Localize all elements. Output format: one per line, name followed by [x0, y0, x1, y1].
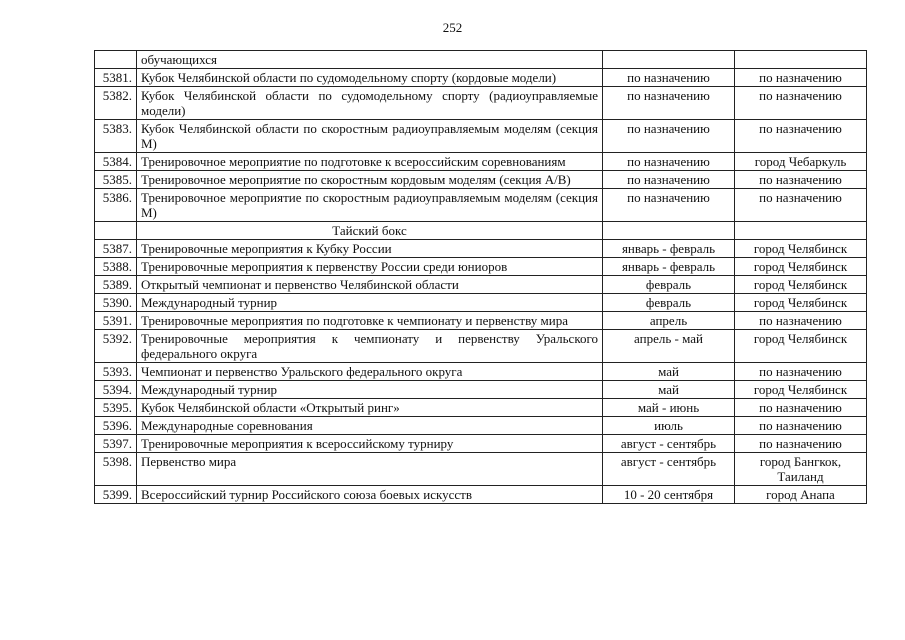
table-row — [95, 435, 867, 453]
row-number: 5398. — [95, 453, 137, 486]
row-number: 5393. — [95, 363, 137, 381]
event-name: Открытый чемпионат и первенство Челябинской области — [137, 276, 603, 294]
event-date: май — [603, 381, 735, 399]
event-name: Всероссийский турнир Российского союза боевых искусств — [137, 486, 603, 504]
event-name: Тренировочное мероприятие по скоростным кордовым моделям (секция А/В) — [137, 171, 603, 189]
event-date: февраль — [603, 294, 735, 312]
row-number: 5387. — [95, 240, 137, 258]
event-date: по назначению — [603, 87, 735, 120]
row-number: 5397. — [95, 435, 137, 453]
row-number: 5390. — [95, 294, 137, 312]
event-date: апрель - май — [603, 330, 735, 363]
event-place: город Чебаркуль — [735, 153, 867, 171]
event-place: по назначению — [735, 120, 867, 153]
table-row — [95, 51, 867, 69]
event-name: Международные соревнования — [137, 417, 603, 435]
table-row — [95, 486, 867, 504]
row-number — [95, 51, 137, 69]
event-place — [735, 51, 867, 69]
section-title: Тайский бокс — [137, 222, 603, 240]
event-place-line: город Бангкок, — [759, 454, 842, 469]
table-row — [95, 189, 867, 222]
event-name: Международный турнир — [137, 294, 603, 312]
section-empty-cell — [95, 222, 137, 240]
event-place-line: Таиланд — [777, 469, 824, 484]
event-date: по назначению — [603, 153, 735, 171]
event-name: обучающихся — [137, 51, 603, 69]
event-name: Международный турнир — [137, 381, 603, 399]
event-place: город Челябинск — [735, 330, 867, 363]
event-name: Тренировочные мероприятия по подготовке к чемпионату и первенству мира — [137, 312, 603, 330]
event-place: город Челябинск — [735, 294, 867, 312]
section-header-row — [95, 222, 867, 240]
row-number: 5389. — [95, 276, 137, 294]
row-number: 5385. — [95, 171, 137, 189]
table-row — [95, 153, 867, 171]
section-empty-cell — [735, 222, 867, 240]
event-place: город Челябинск — [735, 381, 867, 399]
event-name: Первенство мира — [137, 453, 603, 486]
event-date: по назначению — [603, 171, 735, 189]
event-date: по назначению — [603, 69, 735, 87]
table-row — [95, 453, 867, 486]
table-row — [95, 330, 867, 363]
table-row — [95, 240, 867, 258]
event-date: январь - февраль — [603, 258, 735, 276]
event-name: Кубок Челябинской области по судомодельному спорту (радиоуправляемые модели) — [137, 87, 603, 120]
event-name: Тренировочные мероприятия к первенству России среди юниоров — [137, 258, 603, 276]
row-number: 5381. — [95, 69, 137, 87]
event-name: Тренировочное мероприятие по подготовке к всероссийским соревнованиям — [137, 153, 603, 171]
row-number: 5386. — [95, 189, 137, 222]
event-place: по назначению — [735, 363, 867, 381]
table-row — [95, 399, 867, 417]
event-name: Кубок Челябинской области по скоростным радиоуправляемым моделям (секция М) — [137, 120, 603, 153]
events-table — [94, 50, 867, 504]
table-row — [95, 87, 867, 120]
event-date: январь - февраль — [603, 240, 735, 258]
event-date: август - сентябрь — [603, 453, 735, 486]
table-row — [95, 417, 867, 435]
event-place: по назначению — [735, 399, 867, 417]
table-row — [95, 363, 867, 381]
table-row — [95, 312, 867, 330]
event-name: Кубок Челябинской области по судомодельному спорту (кордовые модели) — [137, 69, 603, 87]
row-number: 5392. — [95, 330, 137, 363]
event-place: город Анапа — [735, 486, 867, 504]
event-date: 10 - 20 сентября — [603, 486, 735, 504]
event-place: по назначению — [735, 312, 867, 330]
event-date — [603, 51, 735, 69]
table-row — [95, 276, 867, 294]
row-number: 5384. — [95, 153, 137, 171]
table-row — [95, 381, 867, 399]
event-date: август - сентябрь — [603, 435, 735, 453]
event-date: по назначению — [603, 120, 735, 153]
section-empty-cell — [603, 222, 735, 240]
event-place: город Челябинск — [735, 276, 867, 294]
event-place: по назначению — [735, 87, 867, 120]
event-date: май - июнь — [603, 399, 735, 417]
row-number: 5382. — [95, 87, 137, 120]
event-name: Тренировочное мероприятие по скоростным радиоуправляемым моделям (секция М) — [137, 189, 603, 222]
event-name: Тренировочные мероприятия к Кубку России — [137, 240, 603, 258]
table-row — [95, 171, 867, 189]
table-row — [95, 69, 867, 87]
row-number: 5391. — [95, 312, 137, 330]
event-date: по назначению — [603, 189, 735, 222]
row-number: 5388. — [95, 258, 137, 276]
row-number: 5396. — [95, 417, 137, 435]
row-number: 5383. — [95, 120, 137, 153]
event-place: город Челябинск — [735, 258, 867, 276]
event-place — [735, 453, 867, 486]
event-name: Кубок Челябинской области «Открытый ринг» — [137, 399, 603, 417]
table-row — [95, 258, 867, 276]
page-number: 252 — [442, 20, 463, 35]
event-date: февраль — [603, 276, 735, 294]
event-date: апрель — [603, 312, 735, 330]
row-number: 5399. — [95, 486, 137, 504]
event-place: по назначению — [735, 435, 867, 453]
event-place: по назначению — [735, 417, 867, 435]
event-name: Тренировочные мероприятия к чемпионату и первенству Уральского федерального округа — [137, 330, 603, 363]
row-number: 5395. — [95, 399, 137, 417]
event-place: по назначению — [735, 171, 867, 189]
table-row — [95, 120, 867, 153]
event-name: Чемпионат и первенство Уральского федерального округа — [137, 363, 603, 381]
event-place: город Челябинск — [735, 240, 867, 258]
event-place: по назначению — [735, 69, 867, 87]
row-number: 5394. — [95, 381, 137, 399]
table-row — [95, 294, 867, 312]
event-place: по назначению — [735, 189, 867, 222]
event-date: май — [603, 363, 735, 381]
event-name: Тренировочные мероприятия к всероссийскому турниру — [137, 435, 603, 453]
event-date: июль — [603, 417, 735, 435]
